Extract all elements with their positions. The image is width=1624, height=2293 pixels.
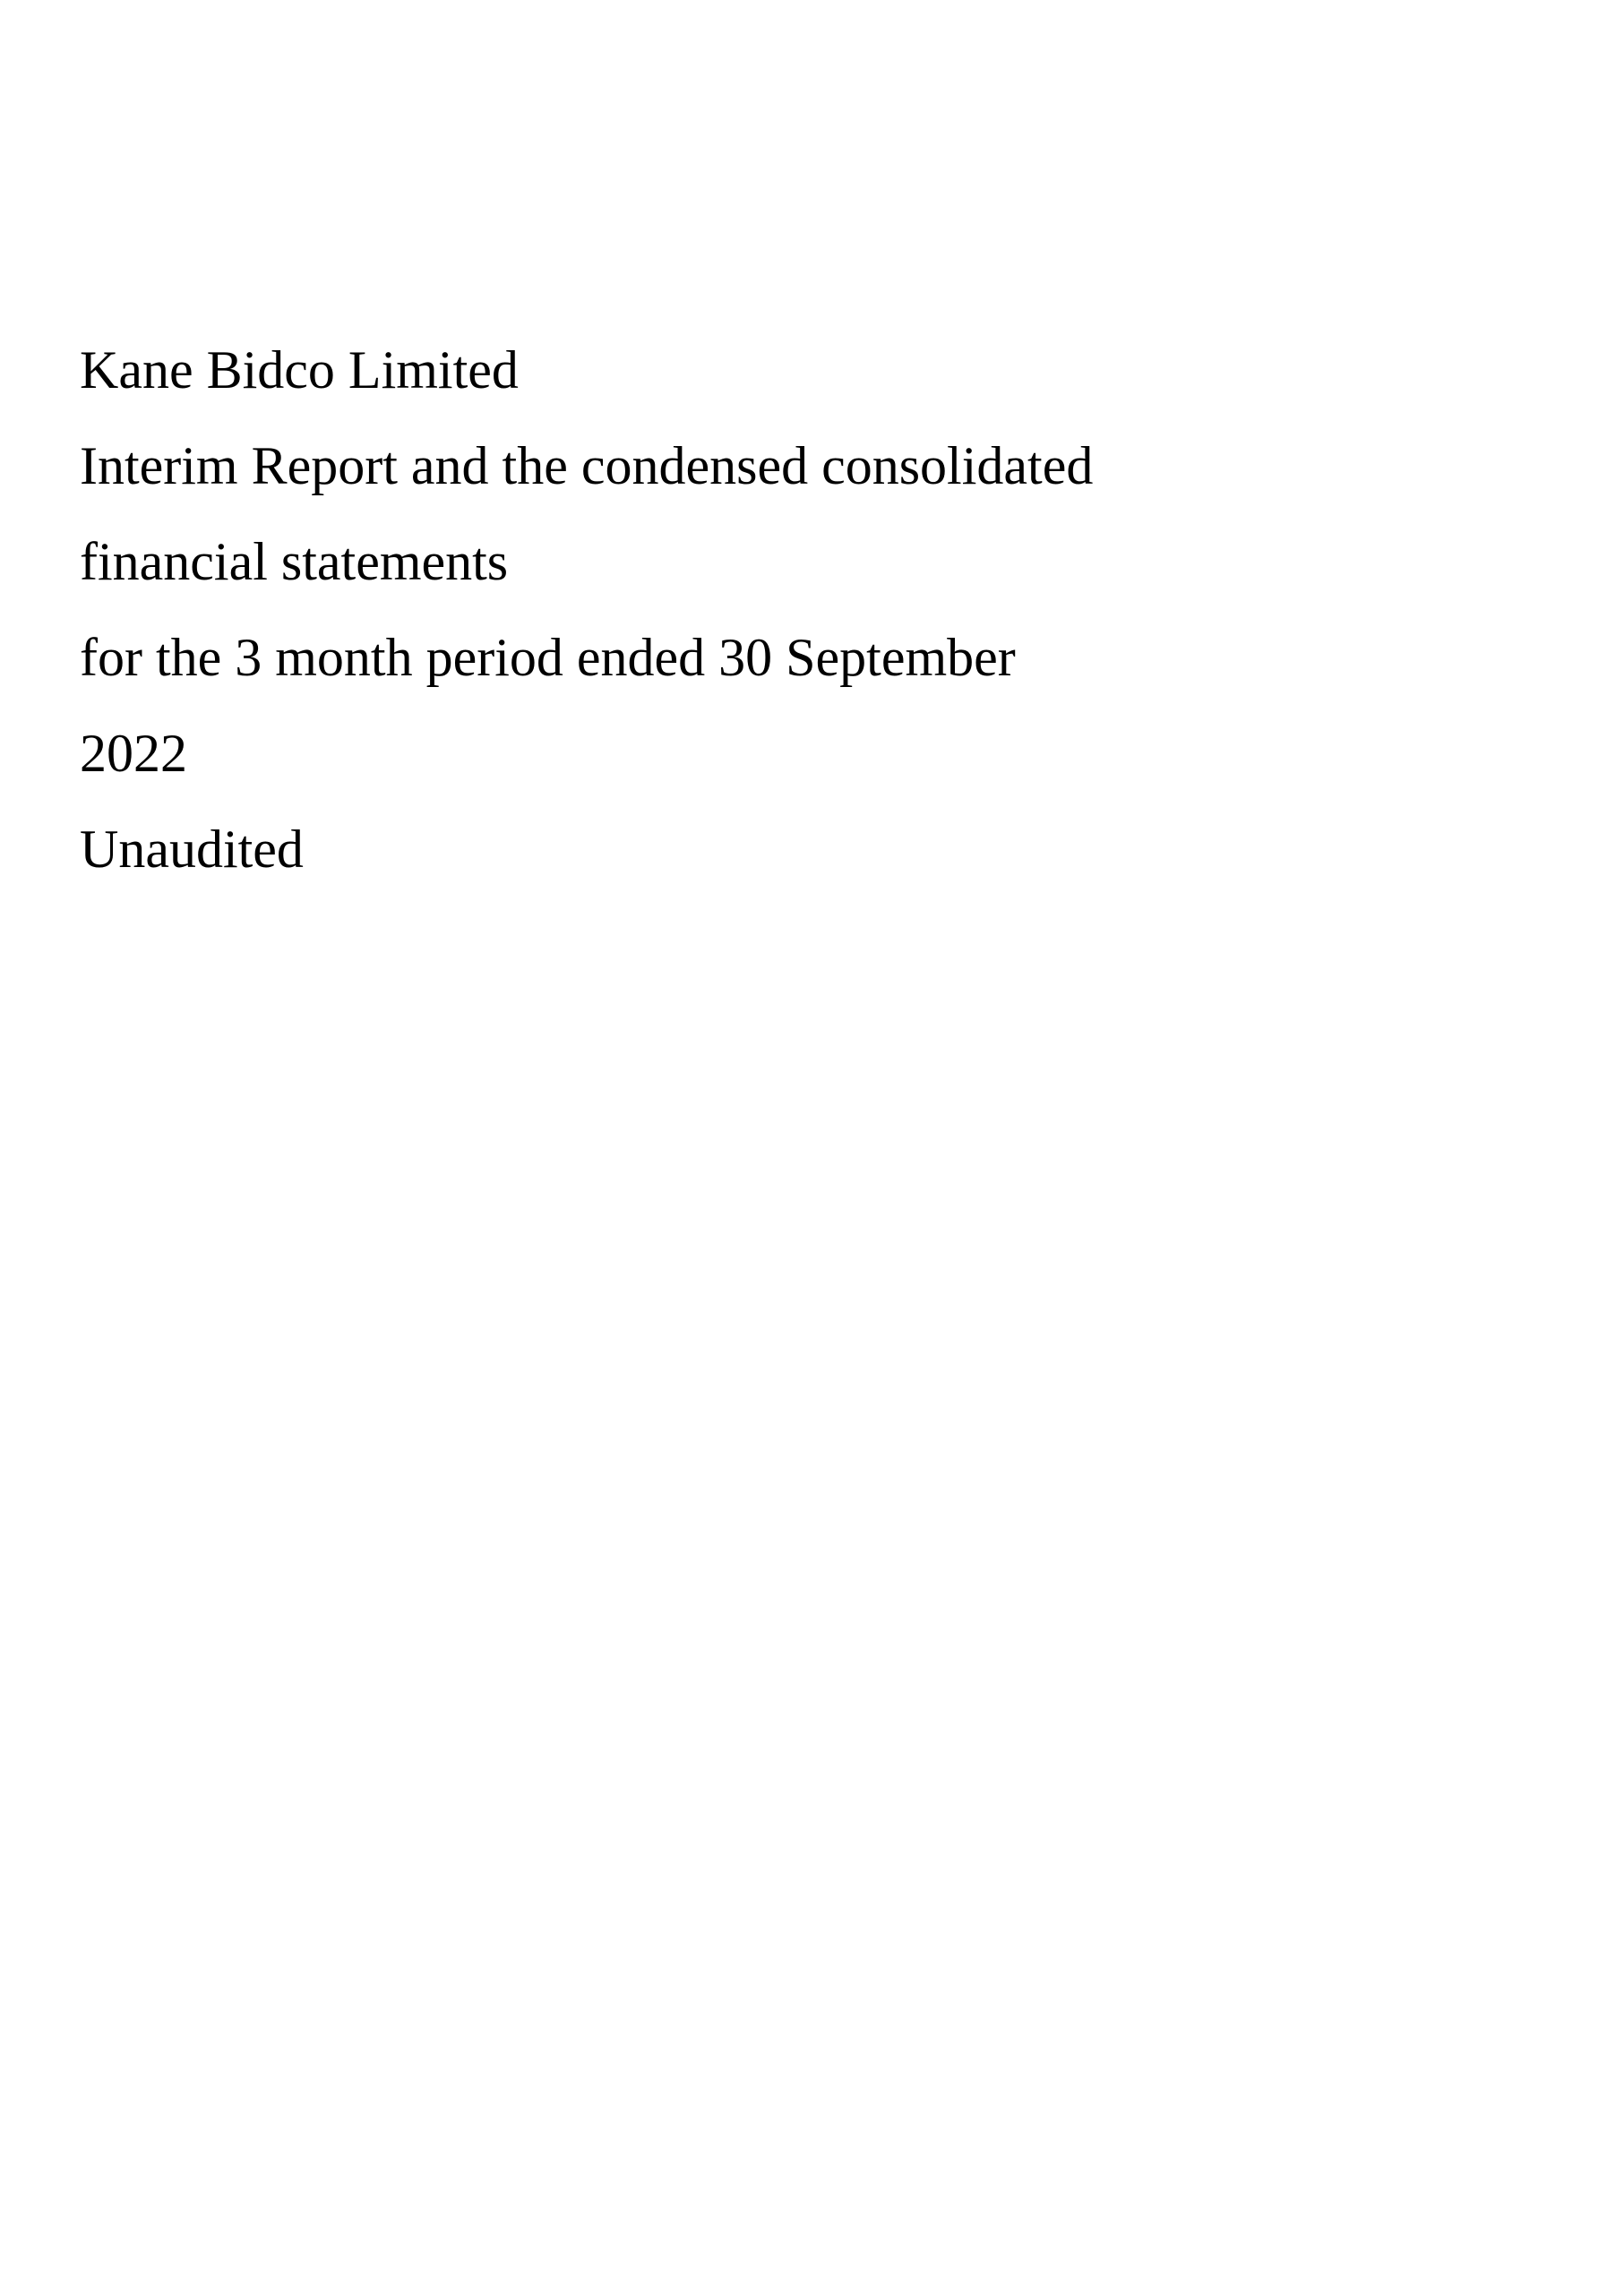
period-line-1: for the 3 month period ended 30 September (80, 628, 1016, 687)
period-line-2: 2022 (80, 724, 187, 783)
cover-title-block (80, 322, 1334, 897)
audit-status: Unaudited (80, 820, 304, 879)
report-title-line-2: financial statements (80, 532, 509, 591)
company-name: Kane Bidco Limited (80, 340, 519, 399)
report-title-line-1: Interim Report and the condensed consolidated (80, 436, 1094, 495)
